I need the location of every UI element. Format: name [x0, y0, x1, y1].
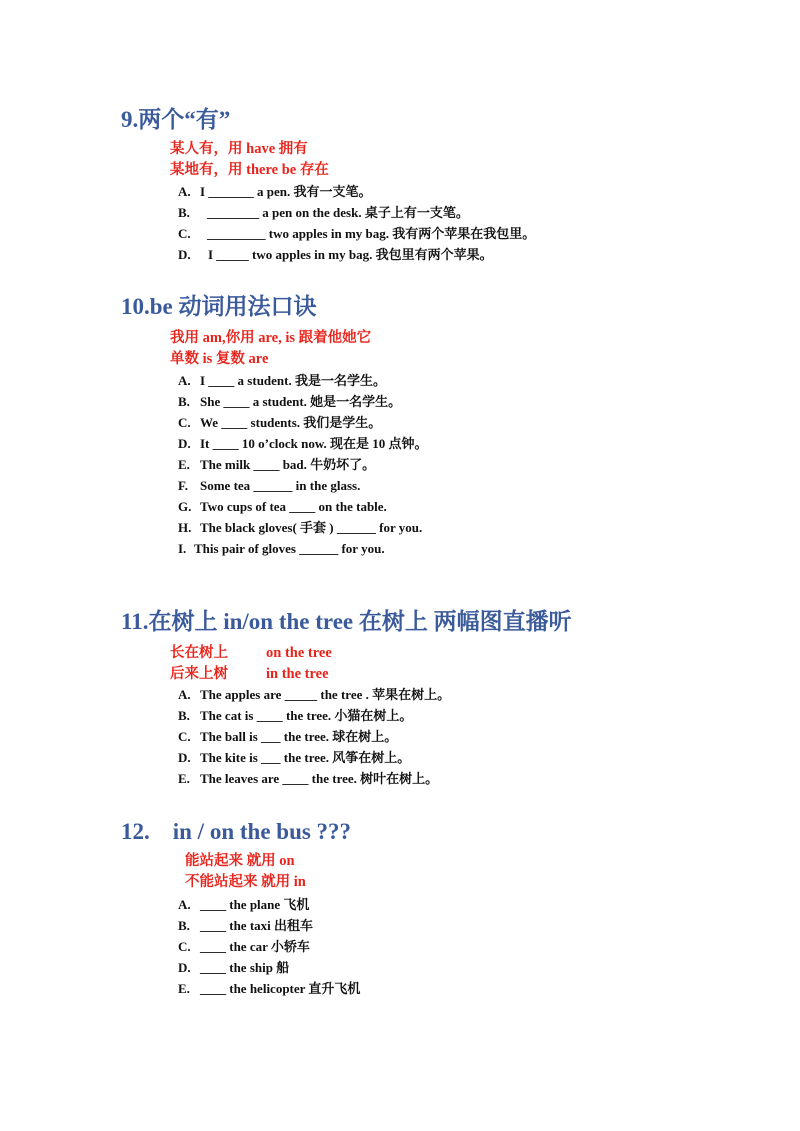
exercise-item	[178, 374, 386, 387]
item-text: ____ the taxi 出租车	[200, 918, 314, 933]
item-text: The cat is ____ the tree. 小猫在树上。	[200, 708, 413, 723]
item-letter: B.	[178, 394, 190, 409]
item-letter: C.	[178, 939, 191, 954]
item-text: The milk ____ bad. 牛奶坏了。	[200, 457, 376, 472]
item-letter: A.	[178, 184, 191, 199]
exercise-item	[178, 437, 428, 450]
item-letter: A.	[178, 373, 191, 388]
rule-line: 我用 am,你用 are, is 跟着他她它	[170, 330, 372, 346]
rule-right: on the tree	[266, 645, 332, 661]
rule-left: 长在树上	[170, 645, 228, 661]
item-letter: F.	[178, 478, 188, 493]
exercise-item	[178, 898, 309, 911]
exercise-item	[178, 395, 401, 408]
item-letter: H.	[178, 520, 192, 535]
exercise-item	[178, 458, 375, 471]
exercise-item	[178, 688, 450, 701]
section-heading: 12. in / on the bus ???	[121, 819, 352, 844]
item-text: The apples are _____ the tree . 苹果在树上。	[200, 687, 451, 702]
item-text: Some tea ______ in the glass.	[200, 478, 361, 493]
exercise-item	[178, 772, 438, 785]
item-letter: B.	[178, 708, 190, 723]
item-letter: E.	[178, 771, 190, 786]
item-text: I ____ a student. 我是一名学生。	[200, 373, 386, 388]
exercise-item	[178, 730, 397, 743]
item-letter: C.	[178, 226, 191, 241]
item-letter: E.	[178, 981, 190, 996]
item-text: I _____ two apples in my bag. 我包里有两个苹果。	[208, 247, 493, 262]
item-text: ____ the plane 飞机	[200, 897, 310, 912]
section-heading: 11.在树上 in/on the tree 在树上 两幅图直播听	[121, 609, 572, 634]
item-text: ____ the helicopter 直升飞机	[200, 981, 361, 996]
item-text: The black gloves( 手套 ) ______ for you.	[200, 520, 423, 535]
exercise-item	[178, 416, 381, 429]
rule-line: 能站起来 就用 on	[185, 853, 295, 869]
rule-line: 某人有，用 have 拥有	[170, 141, 308, 157]
item-letter: B.	[178, 205, 190, 220]
rule-right: in the tree	[266, 666, 329, 682]
item-letter: A.	[178, 687, 191, 702]
item-letter: C.	[178, 729, 191, 744]
item-text: I _______ a pen. 我有一支笔。	[200, 184, 372, 199]
item-text: This pair of gloves ______ for you.	[194, 541, 385, 556]
rule-line: 单数 is 复数 are	[170, 351, 269, 367]
item-text: It ____ 10 o’clock now. 现在是 10 点钟。	[200, 436, 428, 451]
exercise-item	[178, 248, 493, 261]
exercise-item	[178, 709, 412, 722]
item-letter: C.	[178, 415, 191, 430]
rule-line	[170, 667, 329, 682]
item-text: _________ two apples in my bag. 我有两个苹果在我包里。	[207, 226, 536, 241]
item-letter: I.	[178, 541, 187, 556]
exercise-item	[178, 940, 310, 953]
exercise-item	[178, 751, 410, 764]
item-letter: D.	[178, 960, 191, 975]
exercise-item	[178, 961, 289, 974]
item-text: ____ the car 小轿车	[200, 939, 310, 954]
exercise-item	[178, 185, 372, 198]
item-letter: D.	[178, 750, 191, 765]
exercise-item	[178, 542, 385, 555]
exercise-item	[178, 521, 422, 534]
exercise-item	[178, 919, 313, 932]
item-text: The leaves are ____ the tree. 树叶在树上。	[200, 771, 439, 786]
rule-line	[170, 646, 332, 661]
item-letter: B.	[178, 918, 190, 933]
item-letter: G.	[178, 499, 192, 514]
section-heading: 10.be 动词用法口诀	[121, 294, 317, 319]
rule-line: 某地有，用 there be 存在	[170, 162, 329, 178]
item-text: The kite is ___ the tree. 风筝在树上。	[200, 750, 411, 765]
rule-left: 后来上树	[170, 666, 228, 682]
item-text: ________ a pen on the desk. 桌子上有一支笔。	[207, 205, 469, 220]
item-letter: E.	[178, 457, 190, 472]
exercise-item	[178, 982, 360, 995]
item-text: Two cups of tea ____ on the table.	[200, 499, 387, 514]
section-heading: 9.两个“有”	[121, 107, 231, 132]
exercise-item	[178, 206, 469, 219]
item-text: ____ the ship 船	[200, 960, 290, 975]
exercise-item	[178, 227, 535, 240]
item-text: The ball is ___ the tree. 球在树上。	[200, 729, 398, 744]
item-text: We ____ students. 我们是学生。	[200, 415, 382, 430]
rule-line: 不能站起来 就用 in	[185, 874, 306, 890]
exercise-item	[178, 500, 387, 513]
exercise-item	[178, 479, 360, 492]
item-letter: A.	[178, 897, 191, 912]
item-letter: D.	[178, 247, 191, 262]
item-letter: D.	[178, 436, 191, 451]
item-text: She ____ a student. 她是一名学生。	[200, 394, 402, 409]
